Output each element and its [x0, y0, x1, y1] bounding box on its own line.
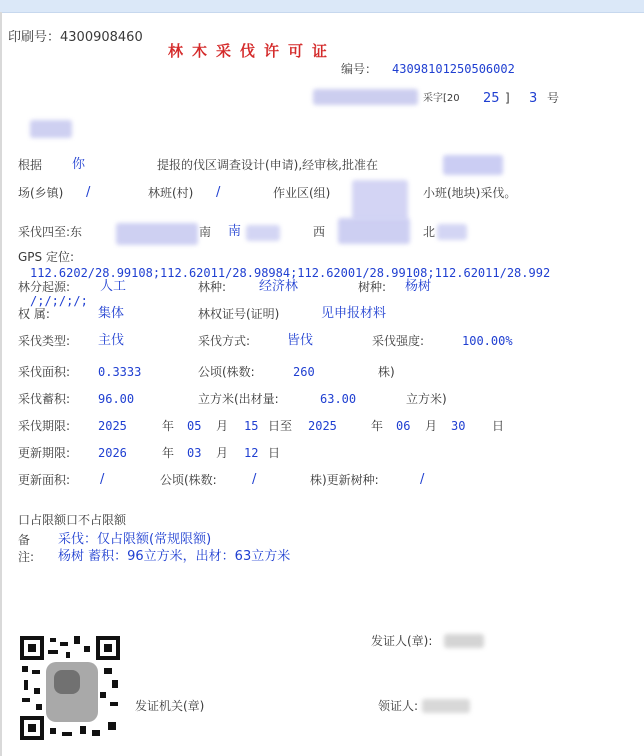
period-end-month: 06 [396, 419, 411, 433]
applicant-value: 你 [72, 157, 86, 172]
intensity-value: 100.00% [462, 334, 513, 348]
remarks-line2: 杨树 蓄积：96立方米，出材：63立方米 [58, 549, 291, 564]
renew-species-value: / [420, 472, 425, 487]
renew-day: 12 [244, 446, 259, 460]
chang-value: / [86, 185, 91, 200]
boundary-label: 采伐四至:东 [18, 225, 83, 239]
cai-zi-year: 25 [483, 91, 500, 106]
period-ri-zhi: 日至 [268, 419, 293, 433]
origin-label: 林分起源: [18, 280, 71, 294]
cai-zi-close: ] [505, 91, 510, 105]
area-close: 株) [378, 365, 395, 379]
chang-label: 场(乡镇) [18, 186, 64, 200]
linban-label: 林班(村) [148, 186, 194, 200]
period-end-day: 30 [451, 419, 466, 433]
area-label: 采伐面积: [18, 365, 71, 379]
north-label: 北 [423, 225, 436, 239]
ownership-label: 权 属: [18, 307, 50, 321]
qr-code [20, 636, 120, 740]
ownership-value: 集体 [98, 306, 125, 321]
area-unit-label: 公顷(株数: [198, 365, 255, 379]
renew-period-label: 更新期限: [18, 446, 71, 460]
redacted-block [313, 89, 418, 105]
renew-nian: 年 [162, 446, 175, 460]
basis-text: 提报的伐区调查设计(申请),经审核,批准在 [157, 158, 378, 172]
redacted-block [338, 218, 410, 244]
hao-label: 号 [547, 91, 560, 105]
gps-extra: /;/;/;/; [30, 294, 88, 308]
renew-area-label: 更新面积: [18, 473, 71, 487]
renew-count-value: / [252, 472, 257, 487]
period-ri2: 日 [492, 419, 505, 433]
renew-area-value: / [100, 472, 105, 487]
period-start-day: 15 [244, 419, 259, 433]
gps-coords: 112.6202/28.99108;112.62011/28.98984;112.62001/28.99108;112.62011/28.992 [30, 266, 551, 280]
output-value: 63.00 [320, 392, 357, 406]
cut-way-label: 采伐方式: [198, 334, 251, 348]
zuoye-label: 作业区(组) [273, 186, 331, 200]
redacted-block [352, 180, 408, 220]
redacted-block [422, 699, 470, 713]
south-label: 南 [199, 225, 212, 239]
period-nian2: 年 [371, 419, 384, 433]
period-start-year: 2025 [98, 419, 127, 433]
cai-zi-number: 3 [529, 91, 538, 106]
south-value: 南 [228, 224, 242, 239]
serial-number: 43098101250506002 [392, 62, 515, 76]
renew-unit-label: 公顷(株数: [160, 473, 217, 487]
redacted-block [443, 155, 503, 175]
period-yue2: 月 [425, 419, 438, 433]
origin-value: 人工 [100, 279, 127, 294]
species-label: 树种: [358, 280, 387, 294]
period-yue1: 月 [216, 419, 229, 433]
intensity-label: 采伐强度: [372, 334, 425, 348]
serial-label: 编号： [341, 62, 378, 76]
cai-zi-prefix: 采字[20 [423, 93, 460, 104]
species-value: 杨树 [405, 279, 432, 294]
xiaoban-label: 小班(地块)采伐。 [423, 186, 517, 200]
period-nian1: 年 [162, 419, 175, 433]
renew-yue: 月 [216, 446, 229, 460]
redacted-block [246, 225, 280, 241]
west-label: 西 [313, 225, 326, 239]
cut-type-value: 主伐 [98, 333, 125, 348]
period-label: 采伐期限: [18, 419, 71, 433]
cert-label: 林权证号(证明) [198, 307, 280, 321]
remarks-label-zhu: 注: [18, 550, 35, 564]
linban-value: / [216, 185, 221, 200]
remarks-label-bei: 备 [18, 533, 31, 547]
renew-year: 2026 [98, 446, 127, 460]
issuer-org-label: 发证机关(章) [135, 699, 205, 713]
tree-count-value: 260 [293, 365, 315, 379]
forest-type-label: 林种: [198, 280, 227, 294]
redacted-block [30, 120, 72, 138]
area-value: 0.3333 [98, 365, 142, 379]
left-edge [0, 12, 2, 756]
volume-close: 立方米) [406, 392, 447, 406]
forest-type-value: 经济林 [259, 279, 299, 294]
renew-month: 03 [187, 446, 202, 460]
period-start-month: 05 [187, 419, 202, 433]
cut-way-value: 皆伐 [287, 333, 314, 348]
cut-type-label: 采伐类型: [18, 334, 71, 348]
gps-label: GPS 定位: [18, 250, 75, 264]
window-top-bar [0, 0, 644, 13]
redacted-block [437, 224, 467, 240]
renew-species-label: 株)更新树种: [310, 473, 379, 487]
remarks-line1: 采伐：仅占限额(常规限额) [58, 532, 212, 547]
receiver-label: 领证人: [378, 699, 419, 713]
volume-label: 采伐蓄积: [18, 392, 71, 406]
redacted-block [444, 634, 484, 648]
print-number: 印刷号：4300908460 [8, 30, 143, 45]
quota-options: 口占限额口不占限额 [18, 513, 127, 527]
cert-value: 见申报材料 [321, 306, 387, 321]
redacted-block [116, 223, 198, 245]
document-title: 林木采伐许可证 [168, 42, 337, 60]
issuer-person-label: 发证人(章): [371, 634, 433, 648]
volume-unit-label: 立方米(出材量: [198, 392, 279, 406]
basis-label: 根据 [18, 158, 43, 172]
volume-value: 96.00 [98, 392, 135, 406]
renew-ri: 日 [268, 446, 281, 460]
period-end-year: 2025 [308, 419, 337, 433]
